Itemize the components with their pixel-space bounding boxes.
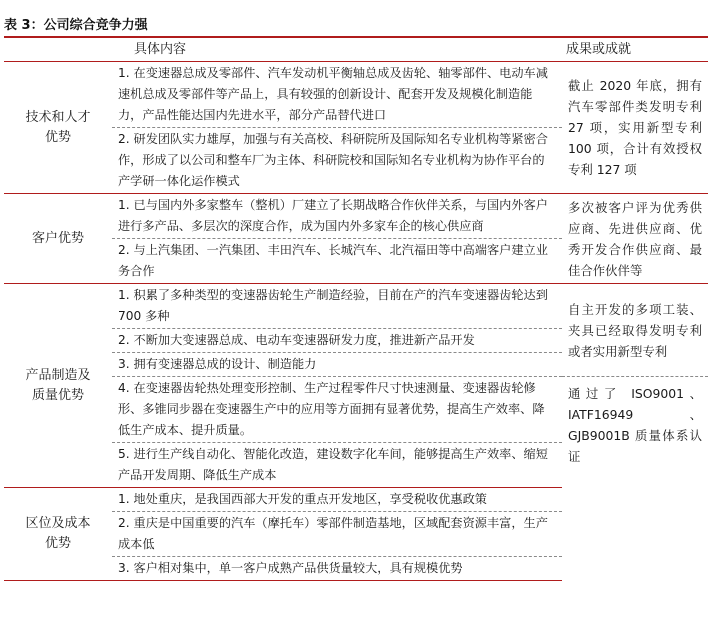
header-result: 成果或成就 — [562, 37, 708, 62]
result-customer: 多次被客户评为优秀供应商、先进供应商、优秀开发合作供应商、最佳合作伙伴等 — [562, 194, 708, 284]
category-line: 技术和人才 — [25, 109, 91, 125]
result-tech-talent: 截止 2020 年底，拥有汽车零部件类发明专利 27 项，实用新型专利 100 项，合计有效授权专利 127 项 — [562, 62, 708, 194]
category-location-cost — [4, 488, 112, 581]
content-item: 3. 客户相对集中，单一客户成熟产品供货量较大，具有规模优势 — [112, 557, 562, 581]
category-line: 客户优势 — [31, 230, 84, 246]
content-item: 3. 拥有变速器总成的设计、制造能力 — [112, 353, 562, 377]
content-item: 1. 积累了多种类型的变速器齿轮生产制造经验，目前在产的汽车变速器齿轮达到 700 多种 — [112, 284, 562, 329]
header-content: 具体内容 — [112, 37, 562, 62]
content-item: 2. 不断加大变速器总成、电动车变速器研发力度，推进新产品开发 — [112, 329, 562, 353]
table-row — [4, 284, 708, 329]
table-header-row — [4, 37, 708, 62]
header-category — [4, 37, 112, 62]
content-item: 1. 在变速器总成及零部件、汽车发动机平衡轴总成及齿轮、轴零部件、电动车减速机总成及零部件等产品上，具有较强的创新设计、配套开发及规模化制造能力，产品性能达国内先进水平，部分产品替代进口 — [112, 62, 562, 128]
category-line: 产品制造及 — [25, 367, 91, 383]
table-row — [4, 194, 708, 239]
table-row — [4, 62, 708, 128]
content-item: 5. 进行生产线自动化、智能化改造，建设数字化车间，能够提高生产效率、缩短产品开发周期、降低生产成本 — [112, 443, 562, 488]
content-item: 1. 已与国内外多家整车（整机）厂建立了长期战略合作伙伴关系，与国内外客户进行多产品、多层次的深度合作，成为国内外多家车企的核心供应商 — [112, 194, 562, 239]
result-quality-certification: 通过了 ISO9001、IATF16949 、GJB9001B 质量体系认证 — [568, 386, 702, 464]
category-customer — [4, 194, 112, 284]
content-item: 2. 重庆是中国重要的汽车（摩托车）零部件制造基地，区域配套资源丰富，生产成本低 — [112, 512, 562, 557]
category-line: 优势 — [44, 129, 71, 145]
content-item: 1. 地处重庆，是我国西部大开发的重点开发地区，享受税收优惠政策 — [112, 488, 562, 512]
content-item: 4. 在变速器齿轮热处理变形控制、生产过程零件尺寸快速测量、变速器齿轮修形、多锥同步器在变速器生产中的应用等方面拥有显著优势，提高生产效率、降低生产成本、提升质量。 — [112, 377, 562, 443]
category-line: 区位及成本 — [25, 516, 91, 531]
category-line: 优势 — [44, 536, 71, 551]
category-manufacturing-quality — [4, 284, 112, 488]
competitiveness-table — [4, 36, 708, 581]
content-item: 2. 研发团队实力雄厚，加强与有关高校、科研院所及国际知名专业机构等紧密合作，形成了以公司和整车厂为主体、科研院校和国际知名专业机构为协作平台的产学研一体化运作模式 — [112, 128, 562, 194]
content-item: 2. 与上汽集团、一汽集团、丰田汽车、长城汽车、北汽福田等中高端客户建立业务合作 — [112, 239, 562, 284]
table-caption: 表 3：公司综合竞争力强 — [4, 18, 148, 33]
result-manufacturing-patents: 自主开发的多项工装、夹具已经取得发明专利或者实用新型专利 — [562, 284, 708, 377]
category-line: 质量优势 — [31, 387, 84, 403]
category-tech-talent — [4, 62, 112, 194]
